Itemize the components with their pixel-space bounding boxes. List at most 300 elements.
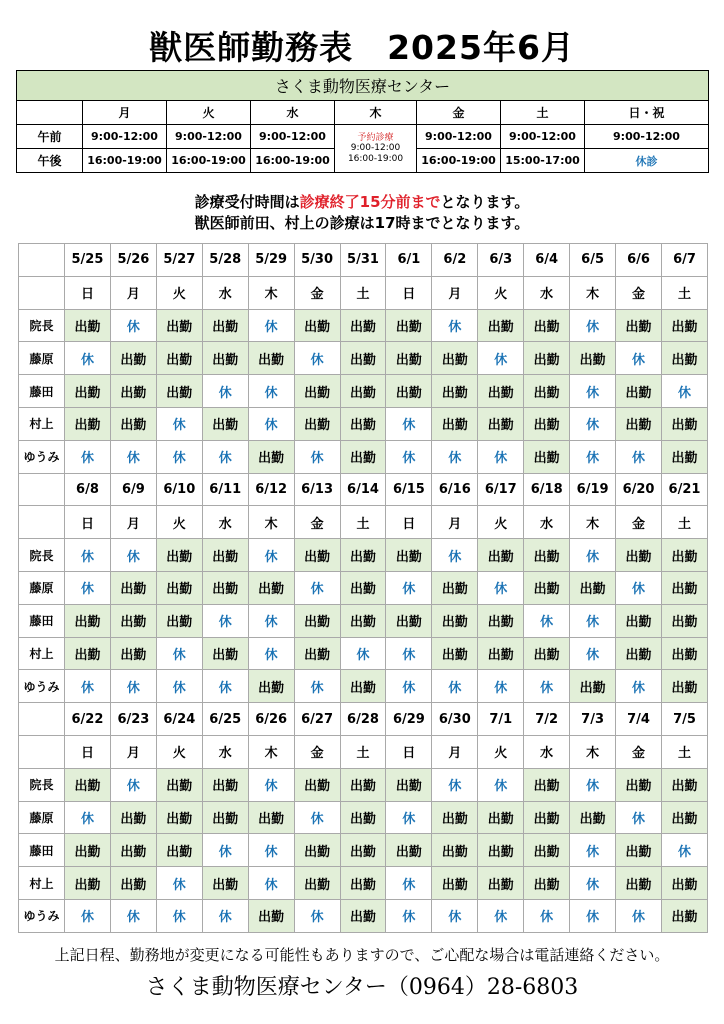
staff-name: ゆうみ [19,440,65,473]
shift-cell: 出勤 [478,801,524,834]
shift-cell: 出勤 [432,867,478,900]
shift-cell: 休 [570,604,616,637]
shift-cell: 出勤 [661,342,707,375]
shift-cell: 出勤 [110,867,156,900]
shift-cell: 出勤 [570,571,616,604]
shift-cell: 出勤 [340,309,386,342]
hours-day: 火 [167,101,251,125]
shift-cell: 出勤 [294,867,340,900]
shift-cell: 出勤 [478,867,524,900]
shift-cell: 休 [248,375,294,408]
shift-cell: 出勤 [570,670,616,703]
weekday-cell: 日 [386,506,432,539]
title-month: 2025年6月 [387,28,575,67]
shift-cell: 休 [570,637,616,670]
date-cell: 7/5 [661,703,707,736]
staff-row [19,375,708,408]
shift-cell: 出勤 [570,342,616,375]
shift-cell: 休 [432,899,478,932]
shift-cell: 休 [65,801,111,834]
shift-cell: 出勤 [340,670,386,703]
shift-cell: 出勤 [661,899,707,932]
weekday-cell: 木 [570,276,616,309]
shift-cell: 出勤 [202,407,248,440]
date-cell: 6/14 [340,473,386,506]
weekday-cell: 日 [65,506,111,539]
staff-row [19,571,708,604]
date-cell: 5/25 [65,244,111,277]
date-cell: 5/27 [156,244,202,277]
weekday-cell: 水 [202,506,248,539]
pm-hours: 16:00-19:00 [417,149,501,173]
staff-name: 村上 [19,407,65,440]
shift-cell: 出勤 [248,440,294,473]
shift-cell: 出勤 [294,539,340,572]
weekday-cell: 水 [202,276,248,309]
date-cell: 5/29 [248,244,294,277]
weekday-cell: 土 [340,276,386,309]
staff-name: 院長 [19,768,65,801]
date-cell: 6/3 [478,244,524,277]
shift-cell: 出勤 [432,834,478,867]
roster-corner [19,244,65,277]
duty-roster-table [18,243,708,933]
shift-cell: 休 [294,670,340,703]
shift-cell: 出勤 [478,375,524,408]
shift-cell: 休 [524,670,570,703]
shift-cell: 出勤 [478,604,524,637]
date-cell: 6/27 [294,703,340,736]
shift-cell: 休 [570,768,616,801]
roster-corner [19,506,65,539]
shift-cell: 出勤 [386,604,432,637]
roster-corner [19,703,65,736]
shift-cell: 出勤 [616,637,662,670]
date-cell: 5/28 [202,244,248,277]
footer-note: 上記日程、勤務地が変更になる可能性もありますので、ご心配な場合は電話連絡ください。 [54,946,670,964]
shift-cell: 休 [202,604,248,637]
shift-cell: 出勤 [156,342,202,375]
shift-cell: 出勤 [248,571,294,604]
shift-cell: 出勤 [340,899,386,932]
date-cell: 6/2 [432,244,478,277]
shift-cell: 出勤 [661,768,707,801]
shift-cell: 出勤 [524,801,570,834]
shift-cell: 休 [202,834,248,867]
shift-cell: 休 [570,309,616,342]
notice-1-pre: 診療受付時間は [194,193,300,211]
shift-cell: 出勤 [340,407,386,440]
shift-cell: 出勤 [340,342,386,375]
shift-cell: 出勤 [524,407,570,440]
pm-hours: 休診 [585,149,709,173]
shift-cell: 出勤 [340,768,386,801]
date-cell: 6/30 [432,703,478,736]
shift-cell: 休 [570,539,616,572]
date-cell: 7/2 [524,703,570,736]
date-cell: 6/29 [386,703,432,736]
weekday-cell: 土 [340,735,386,768]
shift-cell: 出勤 [248,670,294,703]
date-cell: 6/11 [202,473,248,506]
shift-cell: 出勤 [432,375,478,408]
shift-cell: 休 [478,670,524,703]
thursday-am: 9:00-12:00 [350,142,401,153]
date-cell: 6/16 [432,473,478,506]
date-cell: 6/18 [524,473,570,506]
shift-cell: 出勤 [478,539,524,572]
page-title [0,22,724,69]
shift-cell: 出勤 [524,637,570,670]
weekday-cell: 土 [661,276,707,309]
footer-contact: さくま動物医療センター（0964）28-6803 [145,975,579,1000]
shift-cell: 出勤 [616,867,662,900]
shift-cell: 休 [524,899,570,932]
shift-cell: 出勤 [432,604,478,637]
hours-day: 月 [83,101,167,125]
shift-cell: 休 [294,342,340,375]
shift-cell: 出勤 [616,604,662,637]
shift-cell: 出勤 [202,801,248,834]
date-cell: 6/22 [65,703,111,736]
weekday-cell: 水 [202,735,248,768]
shift-cell: 出勤 [386,834,432,867]
shift-cell: 休 [570,867,616,900]
shift-cell: 出勤 [478,309,524,342]
shift-cell: 休 [570,899,616,932]
title-main: 獣医師勤務表 [149,28,354,67]
shift-cell: 出勤 [65,637,111,670]
staff-name: 藤原 [19,342,65,375]
shift-cell: 出勤 [340,867,386,900]
shift-cell: 休 [616,342,662,375]
shift-cell: 出勤 [478,834,524,867]
shift-cell: 休 [616,670,662,703]
staff-row [19,834,708,867]
shift-cell: 出勤 [294,768,340,801]
shift-cell: 出勤 [294,309,340,342]
shift-cell: 出勤 [386,375,432,408]
notice-1-post: となります。 [440,193,530,211]
pm-hours: 15:00-17:00 [501,149,585,173]
shift-cell: 出勤 [156,768,202,801]
staff-name: 村上 [19,637,65,670]
shift-cell: 休 [478,342,524,375]
shift-cell: 出勤 [202,637,248,670]
shift-cell: 出勤 [478,407,524,440]
weekday-cell: 土 [661,735,707,768]
shift-cell: 休 [248,604,294,637]
weekday-cell: 火 [478,735,524,768]
shift-cell: 出勤 [340,539,386,572]
shift-cell: 出勤 [294,604,340,637]
shift-cell: 出勤 [616,834,662,867]
shift-cell: 出勤 [156,539,202,572]
staff-name: ゆうみ [19,670,65,703]
pm-hours: 16:00-19:00 [167,149,251,173]
hours-day: 水 [251,101,335,125]
date-cell: 6/10 [156,473,202,506]
am-hours: 9:00-12:00 [417,125,501,149]
shift-cell: 出勤 [432,637,478,670]
weekday-cell: 月 [432,506,478,539]
weekday-cell: 金 [616,276,662,309]
shift-cell: 出勤 [661,604,707,637]
date-cell: 6/20 [616,473,662,506]
date-cell: 6/15 [386,473,432,506]
shift-cell: 出勤 [248,899,294,932]
staff-row [19,604,708,637]
shift-cell: 出勤 [340,604,386,637]
shift-cell: 出勤 [110,834,156,867]
shift-cell: 休 [202,670,248,703]
shift-cell: 休 [294,899,340,932]
shift-cell: 出勤 [616,768,662,801]
weekday-cell: 木 [570,735,616,768]
am-hours: 9:00-12:00 [251,125,335,149]
date-cell: 6/12 [248,473,294,506]
hours-day: 日・祝 [585,101,709,125]
shift-cell: 出勤 [616,539,662,572]
shift-cell: 出勤 [661,571,707,604]
weekday-cell: 日 [65,735,111,768]
shift-cell: 出勤 [156,375,202,408]
date-cell: 6/23 [110,703,156,736]
shift-cell: 出勤 [524,309,570,342]
staff-row [19,670,708,703]
weekday-cell: 金 [294,735,340,768]
shift-cell: 休 [156,440,202,473]
shift-cell: 休 [478,899,524,932]
date-cell: 6/19 [570,473,616,506]
shift-cell: 休 [386,867,432,900]
staff-row [19,539,708,572]
weekday-cell: 火 [478,506,524,539]
shift-cell: 出勤 [432,571,478,604]
weekday-cell: 月 [432,735,478,768]
hours-day: 土 [501,101,585,125]
shift-cell: 出勤 [661,670,707,703]
weekday-cell: 金 [294,276,340,309]
shift-cell: 休 [294,440,340,473]
shift-cell: 休 [65,571,111,604]
shift-cell: 休 [202,899,248,932]
shift-cell: 休 [432,309,478,342]
shift-cell: 出勤 [661,867,707,900]
shift-cell: 休 [570,834,616,867]
shift-cell: 出勤 [524,539,570,572]
shift-cell: 休 [478,768,524,801]
shift-cell: 出勤 [202,867,248,900]
staff-name: 藤原 [19,571,65,604]
shift-cell: 休 [156,407,202,440]
shift-cell: 出勤 [65,375,111,408]
shift-cell: 休 [432,670,478,703]
date-cell: 6/25 [202,703,248,736]
shift-cell: 休 [616,440,662,473]
shift-cell: 出勤 [110,375,156,408]
thursday-note: 予約診療 [357,132,394,143]
weekday-cell: 金 [294,506,340,539]
staff-row [19,637,708,670]
shift-cell: 休 [386,899,432,932]
hours-corner [17,101,83,125]
weekday-cell: 水 [524,276,570,309]
shift-cell: 出勤 [478,637,524,670]
shift-cell: 出勤 [386,539,432,572]
staff-row [19,801,708,834]
shift-cell: 出勤 [524,342,570,375]
weekday-cell: 水 [524,506,570,539]
shift-cell: 出勤 [661,309,707,342]
staff-name: 村上 [19,867,65,900]
weekday-cell: 金 [616,735,662,768]
date-cell: 6/17 [478,473,524,506]
shift-cell: 出勤 [202,342,248,375]
shift-cell: 休 [294,571,340,604]
hours-day: 木 [335,101,417,125]
date-cell: 6/7 [661,244,707,277]
shift-cell: 休 [248,637,294,670]
shift-cell: 休 [248,867,294,900]
shift-cell: 出勤 [110,801,156,834]
shift-cell: 出勤 [294,375,340,408]
am-hours: 9:00-12:00 [83,125,167,149]
shift-cell: 出勤 [616,309,662,342]
shift-cell: 出勤 [570,801,616,834]
shift-cell: 休 [65,342,111,375]
shift-cell: 休 [661,834,707,867]
shift-cell: 休 [65,899,111,932]
shift-cell: 出勤 [65,407,111,440]
shift-cell: 休 [386,571,432,604]
shift-cell: 休 [570,407,616,440]
roster-corner [19,735,65,768]
weekday-cell: 土 [661,506,707,539]
staff-row [19,440,708,473]
date-row [19,473,708,506]
staff-name: 院長 [19,539,65,572]
shift-cell: 休 [386,407,432,440]
date-cell: 5/31 [340,244,386,277]
pm-label: 午後 [17,149,83,173]
shift-cell: 出勤 [432,407,478,440]
shift-cell: 出勤 [661,539,707,572]
weekday-cell: 水 [524,735,570,768]
shift-cell: 出勤 [524,834,570,867]
staff-name: ゆうみ [19,899,65,932]
date-cell: 6/8 [65,473,111,506]
shift-cell: 出勤 [202,768,248,801]
date-cell: 6/21 [661,473,707,506]
shift-cell: 出勤 [156,604,202,637]
staff-row [19,899,708,932]
shift-cell: 出勤 [340,801,386,834]
shift-cell: 休 [156,637,202,670]
shift-cell: 休 [65,670,111,703]
notice-line-1 [0,191,724,212]
weekday-cell: 金 [616,506,662,539]
date-row [19,244,708,277]
shift-cell: 出勤 [202,539,248,572]
roster-corner [19,276,65,309]
shift-cell: 休 [110,670,156,703]
shift-cell: 出勤 [661,407,707,440]
weekday-cell: 木 [248,276,294,309]
shift-cell: 出勤 [524,375,570,408]
notice-1-red: 診療終了15分前まで [299,193,441,211]
weekday-cell: 火 [478,276,524,309]
weekday-cell: 月 [110,276,156,309]
date-cell: 6/6 [616,244,662,277]
weekday-cell: 月 [110,506,156,539]
shift-cell: 出勤 [110,604,156,637]
shift-cell: 出勤 [248,801,294,834]
staff-name: 藤田 [19,375,65,408]
date-cell: 6/9 [110,473,156,506]
date-cell: 7/4 [616,703,662,736]
shift-cell: 休 [156,899,202,932]
staff-name: 院長 [19,309,65,342]
shift-cell: 出勤 [340,375,386,408]
am-hours: 9:00-12:00 [167,125,251,149]
shift-cell: 出勤 [340,834,386,867]
shift-cell: 出勤 [616,375,662,408]
date-cell: 6/5 [570,244,616,277]
shift-cell: 休 [661,375,707,408]
shift-cell: 出勤 [432,342,478,375]
clinic-name: さくま動物医療センター [17,71,709,101]
shift-cell: 休 [110,539,156,572]
shift-cell: 休 [248,309,294,342]
shift-cell: 休 [248,539,294,572]
shift-cell: 出勤 [661,801,707,834]
shift-cell: 出勤 [661,637,707,670]
shift-cell: 出勤 [616,407,662,440]
shift-cell: 出勤 [340,571,386,604]
shift-cell: 休 [478,440,524,473]
shift-cell: 出勤 [432,801,478,834]
shift-cell: 出勤 [156,834,202,867]
shift-cell: 出勤 [524,440,570,473]
shift-cell: 出勤 [110,407,156,440]
weekday-row [19,506,708,539]
shift-cell: 出勤 [524,867,570,900]
weekday-cell: 日 [386,276,432,309]
shift-cell: 休 [432,539,478,572]
weekday-row [19,276,708,309]
shift-cell: 出勤 [248,342,294,375]
shift-cell: 出勤 [386,309,432,342]
staff-name: 藤田 [19,834,65,867]
staff-row [19,309,708,342]
shift-cell: 休 [616,899,662,932]
shift-cell: 休 [294,801,340,834]
staff-row [19,768,708,801]
shift-cell: 休 [65,539,111,572]
shift-cell: 休 [110,768,156,801]
shift-cell: 出勤 [294,637,340,670]
shift-cell: 出勤 [340,440,386,473]
weekday-row [19,735,708,768]
shift-cell: 休 [156,670,202,703]
weekday-cell: 木 [248,506,294,539]
thursday-pm: 16:00-19:00 [347,153,404,164]
date-cell: 6/4 [524,244,570,277]
shift-cell: 休 [386,440,432,473]
staff-name: 藤田 [19,604,65,637]
shift-cell: 出勤 [65,867,111,900]
